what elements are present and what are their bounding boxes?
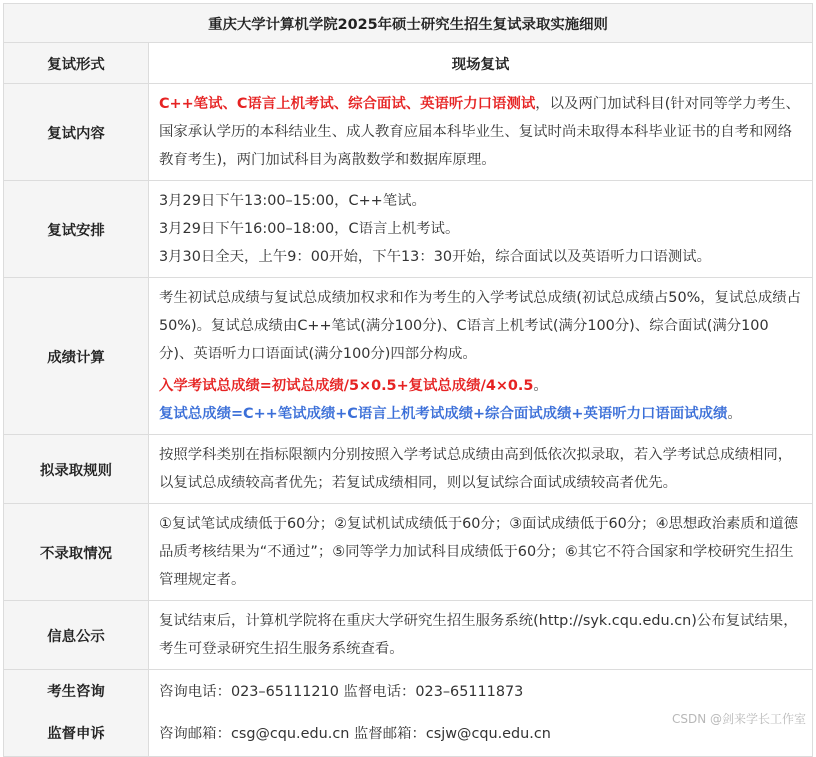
schedule-line: 3月30日全天，上午9：00开始，下午13：30开始，综合面试以及英语听力口语测试。 xyxy=(159,249,712,265)
row-label-schedule: 复试安排 xyxy=(4,181,149,278)
contact-phones: 咨询电话：023–65111210 监督电话：023–65111873 xyxy=(159,684,524,700)
row-label-reject: 不录取情况 xyxy=(4,504,149,601)
exam-items-text: ，以及两门加试科目(针对同等学力考生、国家承认学历的本科结业生、成人教育应届本科毕业生、复试时尚未取得本科毕业证书的自考和网络教育考生)，两门加试科目为离散数学和数据库原理。 xyxy=(159,96,800,168)
row-content-reject: ①复试笔试成绩低于60分；②复试机试成绩低于60分；③面试成绩低于60分；④思想政治素质和道德品质考核结果为“不通过”；⑤同等学力加试科目成绩低于60分；⑥其它不符合国家和学校研究生招生管理规定者。 xyxy=(149,504,813,601)
schedule-line: 3月29日下午16:00–18:00，C语言上机考试。 xyxy=(159,221,460,237)
csdn-watermark: CSDN @剑来学长工作室 xyxy=(671,712,806,726)
contact-emails: 咨询邮箱：csg@cqu.edu.cn 监督邮箱：csjw@cqu.edu.cn xyxy=(159,726,551,742)
row-content-schedule xyxy=(149,181,813,278)
admission-rules-table xyxy=(3,3,813,757)
row-content-content xyxy=(149,84,813,181)
supervision-label: 监督申诉 xyxy=(47,726,105,742)
total-score-formula: 入学考试总成绩=初试总成绩/5×0.5+复试总成绩/4×0.5 xyxy=(159,378,534,394)
schedule-line: 3月29日下午13:00–15:00，C++笔试。 xyxy=(159,193,426,209)
row-content-publicity: 复试结束后，计算机学院将在重庆大学研究生招生服务系统(http://syk.cqu.edu.cn)公布复试结果，考生可登录研究生招生服务系统查看。 xyxy=(149,601,813,670)
retest-score-formula: 复试总成绩=C++笔试成绩+C语言上机考试成绩+综合面试成绩+英语听力口语面试成绩 xyxy=(159,406,728,422)
exam-items-highlight: C++笔试、C语言上机考试、综合面试、英语听力口语测试 xyxy=(159,96,536,112)
row-label-content: 复试内容 xyxy=(4,84,149,181)
formula-punctuation: 。 xyxy=(533,378,548,394)
row-label-score: 成绩计算 xyxy=(4,278,149,435)
score-description: 考生初试总成绩与复试总成绩加权求和作为考生的入学考试总成绩(初试总成绩占50%，复试总成绩占50%)。复试总成绩由C++笔试(满分100分)、C语言上机考试(满分100分)、综合面试(满分100分)、英语听力口语面试(满分100分)四部分构成。 xyxy=(159,290,802,362)
row-content-admit: 按照学科类别在指标限额内分别按照入学考试总成绩由高到低依次拟录取，若入学考试总成绩相同，以复试总成绩较高者优先；若复试成绩相同，则以复试综合面试成绩较高者优先。 xyxy=(149,435,813,504)
row-content-score xyxy=(149,278,813,435)
header-label-format: 复试形式 xyxy=(4,43,149,84)
formula-punctuation: 。 xyxy=(727,406,742,422)
row-label-admit: 拟录取规则 xyxy=(4,435,149,504)
header-value-format: 现场复试 xyxy=(149,43,813,84)
row-label-contact xyxy=(4,670,149,757)
contact-label: 考生咨询 xyxy=(47,684,105,700)
row-label-publicity: 信息公示 xyxy=(4,601,149,670)
table-title: 重庆大学计算机学院2025年硕士研究生招生复试录取实施细则 xyxy=(4,4,813,43)
